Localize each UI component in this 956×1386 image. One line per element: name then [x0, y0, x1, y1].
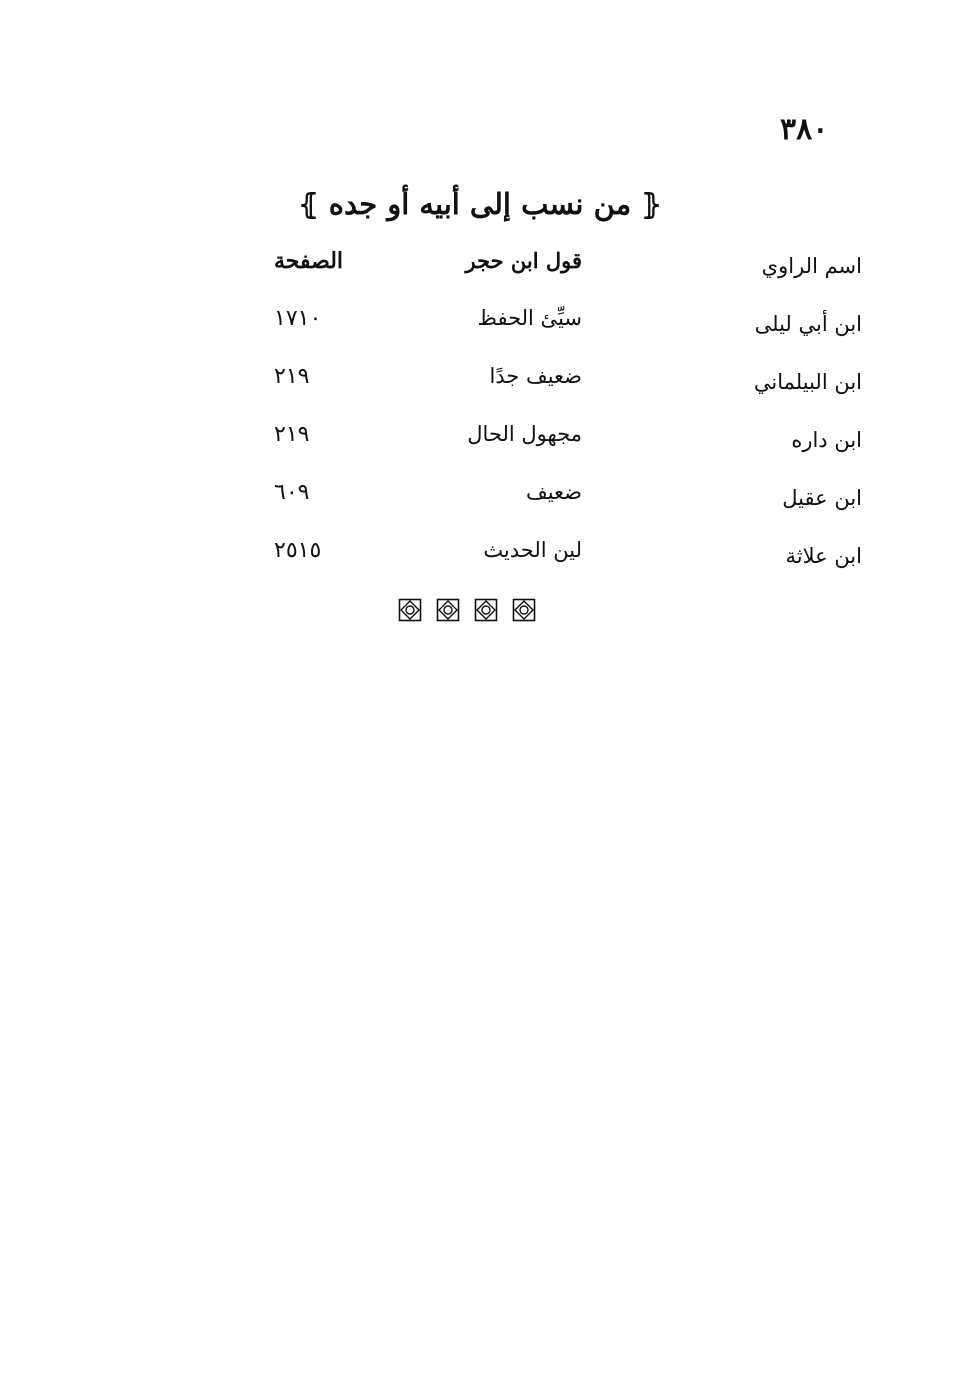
- knot-ornament-icon: [436, 598, 460, 622]
- narrator-grade: ضعيف جدًا: [489, 364, 582, 388]
- header-page: الصفحة: [274, 248, 344, 274]
- table-row: [262, 422, 862, 480]
- ornate-bracket-left-icon: ⦄: [298, 187, 319, 221]
- narrator-grade: لين الحديث: [483, 538, 582, 562]
- narrator-name: ابن عقيل: [782, 486, 862, 510]
- narrator-page: ٢١٩: [274, 422, 310, 447]
- table-header-row: [262, 248, 862, 306]
- header-narrator-name: اسم الراوي: [761, 254, 862, 278]
- narrator-name: ابن البيلماني: [753, 370, 862, 394]
- narrator-page: ٢٥١٥: [274, 538, 322, 563]
- narrator-name: ابن داره: [791, 428, 862, 452]
- knot-ornament-icon: [474, 598, 498, 622]
- section-title-text: من نسب إلى أبيه أو جده: [328, 187, 632, 221]
- narrators-table: [262, 248, 862, 596]
- narrator-grade: مجهول الحال: [467, 422, 582, 446]
- header-ibn-hajar-verdict: قول ابن حجر: [465, 248, 582, 273]
- knot-ornament-icon: [398, 598, 422, 622]
- narrator-page: ١٧١٠: [274, 306, 322, 331]
- ornate-bracket-right-icon: ⦃: [641, 187, 662, 221]
- narrator-page: ٦٠٩: [274, 480, 310, 505]
- narrator-name: ابن أبي ليلى: [754, 312, 862, 336]
- table-row: [262, 538, 862, 596]
- narrator-grade: سيِّئ الحفظ: [477, 306, 582, 330]
- table-row: [262, 364, 862, 422]
- table-row: [262, 306, 862, 364]
- section-title: [270, 180, 690, 228]
- narrator-grade: ضعيف: [525, 480, 582, 504]
- table-row: [262, 480, 862, 538]
- knot-ornament-icon: [512, 598, 536, 622]
- narrator-page: ٢١٩: [274, 364, 310, 389]
- narrator-name: ابن علاثة: [785, 544, 862, 568]
- page-number: ٣٨٠: [780, 112, 829, 147]
- end-of-section-ornaments: [398, 598, 536, 622]
